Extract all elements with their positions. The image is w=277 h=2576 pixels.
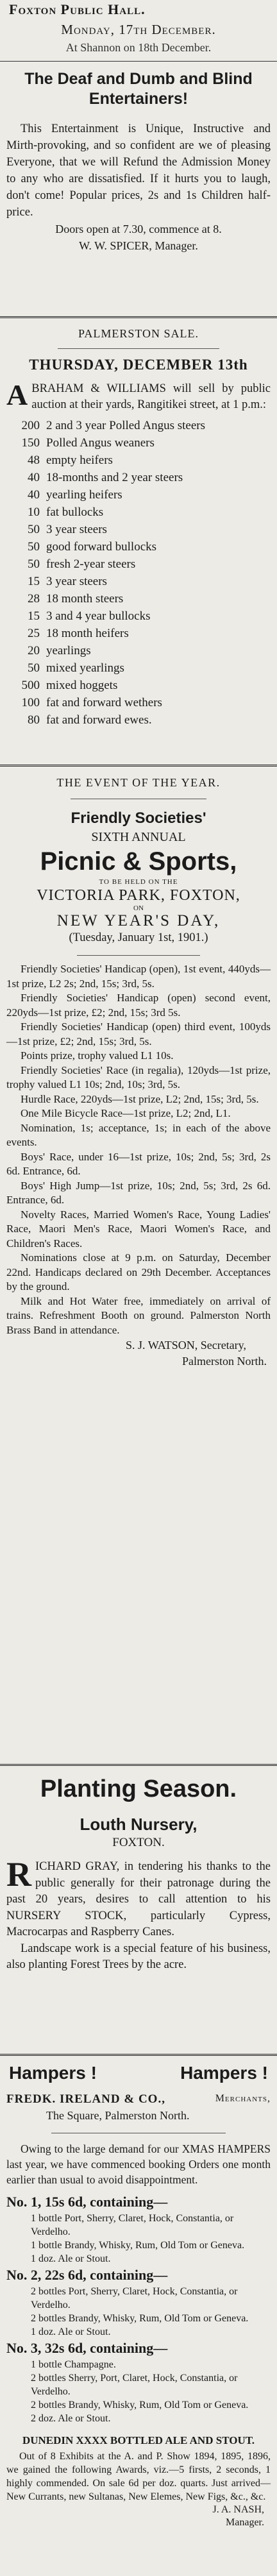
sale-item-description: fat and forward wethers <box>46 696 162 709</box>
sale-item-quantity: 15 <box>28 609 40 623</box>
foxton-date: Monday, 17th December. <box>61 22 216 37</box>
sale-list-item <box>6 590 271 607</box>
entertainers-body: This Entertainment is Unique, Instructive and Mirth-provoking, and so confident are we of pleasing Everyone, that we will Refund the Admission Money to any who are dissatisfied. If it hurts you to laugh, don't come! Popular prices, 2s and 1s Children half-price. <box>6 123 271 219</box>
hampers-firm-line <box>6 2091 271 2107</box>
sale-item-description: 3 year steers <box>46 523 107 536</box>
hamper-item-line: 2 doz. Ale or Stout. <box>31 2413 111 2424</box>
picnic-day: NEW YEAR'S DAY, <box>56 912 221 929</box>
divider <box>0 2054 277 2056</box>
picnic-event-paragraph: Friendly Societies' Handicap (open) third event, 100yds—1st prize, £2; 2nd, 15s; 3rd, 5s. <box>6 1021 271 1047</box>
picnic-event-paragraph: Boys' Race, under 16—1st prize, 10s; 2nd, 5s; 3rd, 2s 6d. Entrance, 6d. <box>6 1150 271 1177</box>
sale-list-item <box>6 538 271 555</box>
hamper-item-line: 1 doz. Ale or Stout. <box>31 2253 111 2264</box>
picnic-date: (Tuesday, January 1st, 1901.) <box>69 931 208 944</box>
picnic-event-paragraph: Novelty Races, Married Women's Race, Young Ladies' Race, Maori Men's Race, Maori Women's Race, and Children's Races. <box>6 1208 271 1250</box>
hamper-item-line: 1 bottle Brandy, Whisky, Rum, Old Tom or Geneva. <box>31 2240 245 2251</box>
hampers-advert <box>0 2062 277 2529</box>
nursery-headline: Planting Season. <box>40 1775 237 1802</box>
picnic-event-paragraph: Friendly Societies' Handicap (open) second event, 220yds—1st prize, £2; 2nd, 15s; 3rd 5s. <box>6 992 271 1019</box>
hampers-notice: Owing to the large demand for our XMAS HAMPERS last year, we have commenced booking Orders one month earlier than usual to avoid disappointment. <box>6 2142 271 2186</box>
hamper-item-line: 1 doz. Ale or Stout. <box>31 2326 111 2337</box>
foxton-location: At Shannon on 18th December. <box>65 41 212 54</box>
hampers-headline <box>6 2062 271 2085</box>
nursery-town: FOXTON. <box>112 1836 165 1849</box>
hamper-items <box>6 2192 271 2425</box>
sale-item-quantity: 500 <box>21 679 40 692</box>
sale-list-item <box>6 711 271 729</box>
manager-line: W. W. SPICER, Manager. <box>79 239 198 252</box>
nursery-body-2: Landscape work is a special feature of his business, also planting Forest Trees by the acre. <box>6 1942 271 1971</box>
nursery-body: ICHARD GRAY, in tendering his thanks to the public generally for their patronage during the past 20 years, desires to call attention to his NURSERY STOCK, particularly Cypress, Macrocarpas and Raspberry Canes. <box>6 1860 271 1938</box>
sale-item-description: 3 and 4 year bullocks <box>46 609 151 623</box>
picnic-society: Friendly Societies' <box>71 809 206 827</box>
sale-list-item <box>6 694 271 711</box>
sale-item-quantity: 40 <box>28 488 40 502</box>
picnic-advert <box>0 776 277 1369</box>
picnic-event-paragraph: Nominations close at 9 p.m. on Saturday, December 22nd. Handicaps declared on 29th December. Acceptances by the ground. <box>6 1251 271 1292</box>
sale-intro: BRAHAM & WILLIAMS will sell by public auction at their yards, Rangitikei street, at 1 p.m.: <box>31 382 271 411</box>
dunedin-body: Out of 8 Exhibits at the A. and P. Show 1894, 1895, 1896, we gained the following Awards, viz.—5 firsts, 2 seconds, 1 highly commended. On sale 6d per doz. quarts. Just arrived—New Currants, new Sultanas, New Elemes, New Figs, &c., &c. <box>6 2451 271 2502</box>
sale-item-description: fat and forward ewes. <box>46 713 152 727</box>
sale-heading: PALMERSTON SALE. <box>78 327 199 340</box>
picnic-event-paragraph: Friendly Societies' Handicap (open), 1st event, 440yds—1st prize, L2 2s; 2nd, 15s; 3rd, 5s. <box>6 963 271 990</box>
entertainers-block <box>0 69 277 254</box>
sale-list-item <box>6 659 271 677</box>
dunedin-title: DUNEDIN XXXX BOTTLED ALE AND STOUT. <box>22 2434 255 2446</box>
picnic-event: THE EVENT OF THE YEAR. <box>56 776 221 789</box>
hamper-item-title: No. 1, 15s 6d, containing— <box>6 2194 168 2210</box>
picnic-park: VICTORIA PARK, FOXTON, <box>37 887 240 904</box>
sale-item-description: fresh 2-year steers <box>46 557 136 571</box>
hamper-item <box>6 2339 271 2425</box>
sale-item-quantity: 25 <box>28 627 40 640</box>
picnic-event-paragraph: Hurdle Race, 220yds—1st prize, L2; 2nd, 15s; 3rd, 5s. <box>21 1092 259 1105</box>
dunedin-signer-role: Manager. <box>226 2517 264 2528</box>
sale-item-quantity: 80 <box>28 713 40 727</box>
picnic-to-be-held: TO BE HELD ON THE <box>99 878 178 886</box>
short-rule <box>77 955 200 956</box>
sale-item-description: fat bullocks <box>46 505 104 519</box>
picnic-event-paragraph: Milk and Hot Water free, immediately on arrival of trains. Refreshment Booth on ground. Palmerston North Brass Band in attendance. <box>6 1294 271 1336</box>
divider <box>0 1764 277 1766</box>
sale-item-description: yearlings <box>46 644 91 657</box>
dunedin-signer: J. A. NASH, <box>212 2504 264 2515</box>
divider <box>0 61 277 62</box>
sale-list-item <box>6 504 271 521</box>
divider <box>0 316 277 318</box>
palmerston-sale-advert <box>0 327 277 729</box>
sale-list-item <box>6 642 271 659</box>
sale-item-quantity: 50 <box>28 523 40 536</box>
sale-item-quantity: 50 <box>28 557 40 571</box>
sale-list-item <box>6 469 271 486</box>
hamper-item-title: No. 2, 22s 6d, containing— <box>6 2267 168 2283</box>
sale-item-description: Polled Angus weaners <box>46 436 155 450</box>
picnic-event-paragraph: One Mile Bicycle Race—1st prize, L2; 2nd, L1. <box>21 1107 231 1119</box>
hamper-item-line: 2 bottles Brandy, Whisky, Rum, Old Tom or Geneva. <box>31 2400 249 2411</box>
picnic-secretary: S. J. WATSON, Secretary, <box>126 1339 246 1352</box>
sale-item-description: 18 month steers <box>46 592 124 606</box>
nursery-name: Louth Nursery, <box>80 1815 197 1834</box>
hampers-headline-left: Hampers ! <box>9 2063 97 2083</box>
picnic-event-paragraph: Friendly Societies' Race (in regalia), 120yds—1st prize, trophy valued L1 10s; 2nd, 10s; 3rd, 5s. <box>6 1063 271 1090</box>
picnic-title: Picnic & Sports, <box>40 847 237 876</box>
short-rule <box>58 348 219 349</box>
entertainers-title: The Deaf and Dumb and Blind Entertainers! <box>24 70 253 108</box>
sale-item-description: mixed yearlings <box>46 661 124 675</box>
sale-item-quantity: 20 <box>28 644 40 657</box>
sale-item-description: 18-months and 2 year steers <box>46 471 183 484</box>
hamper-item-title: No. 3, 32s 6d, containing— <box>6 2340 168 2356</box>
sale-item-quantity: 40 <box>28 471 40 484</box>
sale-list-item <box>6 486 271 504</box>
hampers-address: The Square, Palmerston North. <box>46 2109 190 2122</box>
picnic-event-paragraph: Points prize, trophy valued L1 10s. <box>21 1049 174 1062</box>
sale-list <box>6 417 271 729</box>
hamper-item-line: 2 bottles Port, Sherry, Claret, Hock, Constantia, or Verdelho. <box>31 2286 238 2310</box>
sale-item-description: good forward bullocks <box>46 540 157 554</box>
sale-item-description: yearling heifers <box>46 488 122 502</box>
sale-item-description: 18 month heifers <box>46 627 129 640</box>
sale-item-quantity: 50 <box>28 661 40 675</box>
nursery-dropcap: R <box>6 1855 31 1894</box>
sale-list-item <box>6 607 271 625</box>
hamper-item-line: 2 bottles Brandy, Whisky, Rum, Old Tom or Geneva. <box>31 2313 249 2324</box>
hamper-item <box>6 2192 271 2266</box>
sale-item-description: 3 year steers <box>46 575 107 588</box>
hamper-item-line: 1 bottle Port, Sherry, Claret, Hock, Constantia, or Verdelho. <box>31 2213 234 2237</box>
hampers-firm: FREDK. IRELAND & CO., <box>6 2092 165 2106</box>
sale-list-item <box>6 521 271 538</box>
nursery-advert <box>0 1774 277 1974</box>
sale-item-description: empty heifers <box>46 453 113 467</box>
picnic-events-list <box>6 962 271 1337</box>
picnic-town: Palmerston North. <box>182 1355 267 1368</box>
hamper-item <box>6 2266 271 2339</box>
sale-list-item <box>6 434 271 452</box>
dunedin-signer-block <box>6 2504 271 2529</box>
sale-item-quantity: 48 <box>28 453 40 467</box>
sale-list-item <box>6 625 271 642</box>
sale-item-quantity: 28 <box>28 592 40 606</box>
picnic-annual: SIXTH ANNUAL <box>91 830 186 844</box>
hampers-firm-role: Merchants, <box>215 2093 271 2104</box>
divider <box>0 765 277 767</box>
sale-date: THURSDAY, DECEMBER 13th <box>29 357 248 373</box>
hampers-headline-right: Hampers ! <box>180 2063 268 2083</box>
doors-line: Doors open at 7.30, commence at 8. <box>55 223 222 235</box>
sale-list-item <box>6 555 271 573</box>
picnic-event-paragraph: Nomination, 1s; acceptance, 1s; in each of the above events. <box>6 1121 271 1148</box>
sale-item-quantity: 200 <box>21 419 40 432</box>
sale-list-item <box>6 573 271 590</box>
picnic-event-paragraph: Boys' High Jump—1st prize, 10s; 2nd, 5s; 3rd, 2s 6d. Entrance, 6d. <box>6 1179 271 1206</box>
sale-item-quantity: 100 <box>21 696 40 709</box>
sale-dropcap: A <box>6 378 28 411</box>
sale-intro-block <box>6 378 271 413</box>
sale-item-quantity: 15 <box>28 575 40 588</box>
nursery-body-block <box>6 1855 271 1941</box>
sale-item-quantity: 50 <box>28 540 40 554</box>
sale-list-item <box>6 452 271 469</box>
picnic-on: ON <box>133 904 144 912</box>
foxton-venue: Foxton Public Hall. <box>9 1 146 17</box>
sale-list-item <box>6 417 271 434</box>
sale-item-description: mixed hoggets <box>46 679 118 692</box>
sale-item-quantity: 150 <box>21 436 40 450</box>
sale-item-description: 2 and 3 year Polled Angus steers <box>46 419 206 432</box>
hamper-item-line: 2 bottles Sherry, Port, Claret, Hock, Constantia, or Verdelho. <box>31 2373 238 2397</box>
sale-item-quantity: 10 <box>28 505 40 519</box>
sale-list-item <box>6 677 271 694</box>
hamper-item-line: 1 bottle Champagne. <box>31 2359 116 2370</box>
